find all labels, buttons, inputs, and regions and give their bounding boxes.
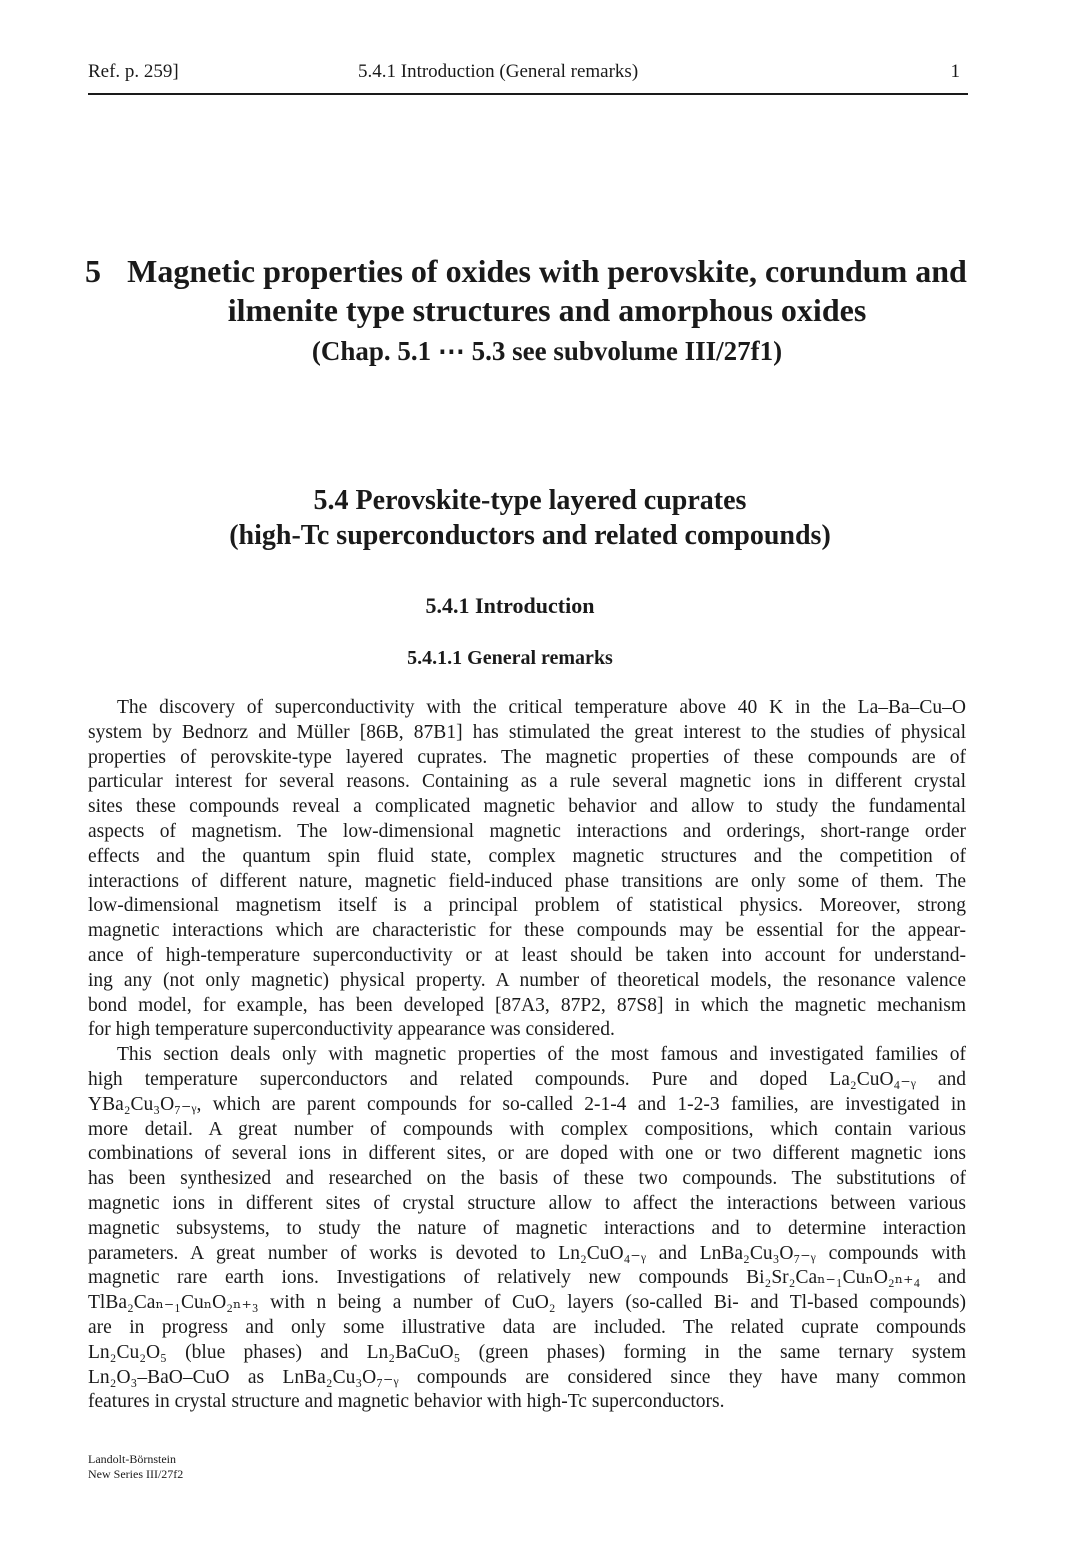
running-head [88, 58, 968, 86]
text-line: interactions of different nature, magnetic field-induced phase transitions are only some of them. The [88, 870, 966, 892]
text-line: system by Bednorz and Müller [86B, 87B1] has stimulated the great interest to the studies of physical [88, 721, 966, 743]
chapter-title-line-2: ilmenite type structures and amorphous oxides [227, 292, 867, 328]
text-line: bond model, for example, has been developed [87A3, 87P2, 87S8] in which the magnetic mechanism [88, 994, 966, 1016]
section-title [85, 483, 975, 553]
text-line: features in crystal structure and magnetic behavior with high-Tc superconductors. [88, 1391, 725, 1413]
text-line: magnetic rare earth ions. Investigations of relatively new compounds Bi₂Sr₂Caₙ₋₁CuₙO₂ₙ₊₄ and [88, 1267, 966, 1289]
body-text [88, 696, 966, 1415]
text-line: magnetic ions in different sites of crystal structure allow to affect the interactions between various [88, 1192, 966, 1214]
chapter-title-line-1: Magnetic properties of oxides with perovskite, corundum and [127, 253, 967, 289]
paragraph [88, 1043, 966, 1415]
footer-publisher: Landolt-Börnstein [88, 1452, 176, 1466]
text-line: more detail. A great number of compounds with complex compositions, which contain various [88, 1118, 966, 1140]
text-line: This section deals only with magnetic properties of the most famous and investigated families of [117, 1044, 966, 1066]
text-line: low-dimensional magnetism itself is a principal problem of statistical physics. Moreover, strong [88, 895, 966, 917]
text-line: Ln₂O₃–BaO–CuO as LnBa₂Cu₃O₇₋ᵧ compounds are considered since they have many common [88, 1366, 966, 1388]
text-line: high temperature superconductors and related compounds. Pure and doped La₂CuO₄₋ᵧ and [88, 1068, 966, 1090]
text-line: properties of perovskite-type layered cuprates. The magnetic properties of these compounds are of [88, 746, 966, 768]
text-line: are in progress and only some illustrative data are included. The related cuprate compounds [88, 1316, 966, 1338]
text-line: aspects of magnetism. The low-dimensional magnetic interactions and orderings, short-range order [88, 820, 966, 842]
text-line: has been synthesized and researched on the basis of these two compounds. The substitutions of [88, 1168, 966, 1190]
text-line: TlBa₂Caₙ₋₁CuₙO₂ₙ₊₃ with n being a number of CuO₂ layers (so-called Bi- and Tl-based compounds) [88, 1292, 966, 1314]
text-line: effects and the quantum spin fluid state, complex magnetic structures and the competition of [88, 845, 966, 867]
running-head-section-title: 5.4.1 Introduction (General remarks) [358, 61, 639, 82]
chapter-number: 5 [85, 253, 101, 289]
footer [88, 1452, 183, 1482]
text-line: for high temperature superconductivity appearance was considered. [88, 1019, 615, 1041]
subsection-title: 5.4.1 Introduction [425, 593, 595, 618]
reference-page-note: Ref. p. 259] [88, 61, 179, 82]
text-line: ance of high-temperature superconductivity or at least should be taken into account for understand- [88, 944, 966, 966]
text-line: The discovery of superconductivity with the critical temperature above 40 K in the La–Ba–Cu–O [117, 697, 966, 718]
text-line: combinations of several ions in different sites, or are doped with one or two different magnetic ions [88, 1143, 966, 1165]
text-line: YBa₂Cu₃O₇₋ᵧ, which are parent compounds for so-called 2-1-4 and 1-2-3 families, are investigated in [88, 1093, 966, 1115]
text-line: Ln₂Cu₂O₅ (blue phases) and Ln₂BaCuO₅ (green phases) forming in the same ternary system [88, 1341, 966, 1363]
text-line: particular interest for several reasons. Containing as a rule several magnetic ions in different crystal [88, 771, 966, 793]
subsubsection-title: 5.4.1.1 General remarks [407, 647, 613, 669]
text-line: sites these compounds reveal a complicated magnetic behavior and allow to study the fundamental [88, 796, 966, 818]
section-title-line-2: (high-Tc superconductors and related compounds) [229, 520, 831, 551]
paragraph [88, 696, 966, 1043]
text-line: ing any (not only magnetic) physical property. A number of theoretical models, the resonance valence [88, 969, 966, 991]
header-rule [88, 93, 968, 95]
text-line: magnetic subsystems, to study the nature of magnetic interactions and to determine interaction [88, 1217, 966, 1239]
chapter-title-line-3: (Chap. 5.1 ⋯ 5.3 see subvolume III/27f1) [311, 336, 783, 366]
text-line: parameters. A great number of works is devoted to Ln₂CuO₄₋ᵧ and LnBa₂Cu₃O₇₋ᵧ compounds with [88, 1242, 966, 1264]
section-title-line-1: 5.4 Perovskite-type layered cuprates [313, 485, 747, 516]
page-number: 1 [950, 61, 960, 82]
footer-series: New Series III/27f2 [88, 1467, 184, 1481]
text-line: magnetic interactions which are characteristic for these compounds may be essential for the appear- [88, 920, 966, 942]
